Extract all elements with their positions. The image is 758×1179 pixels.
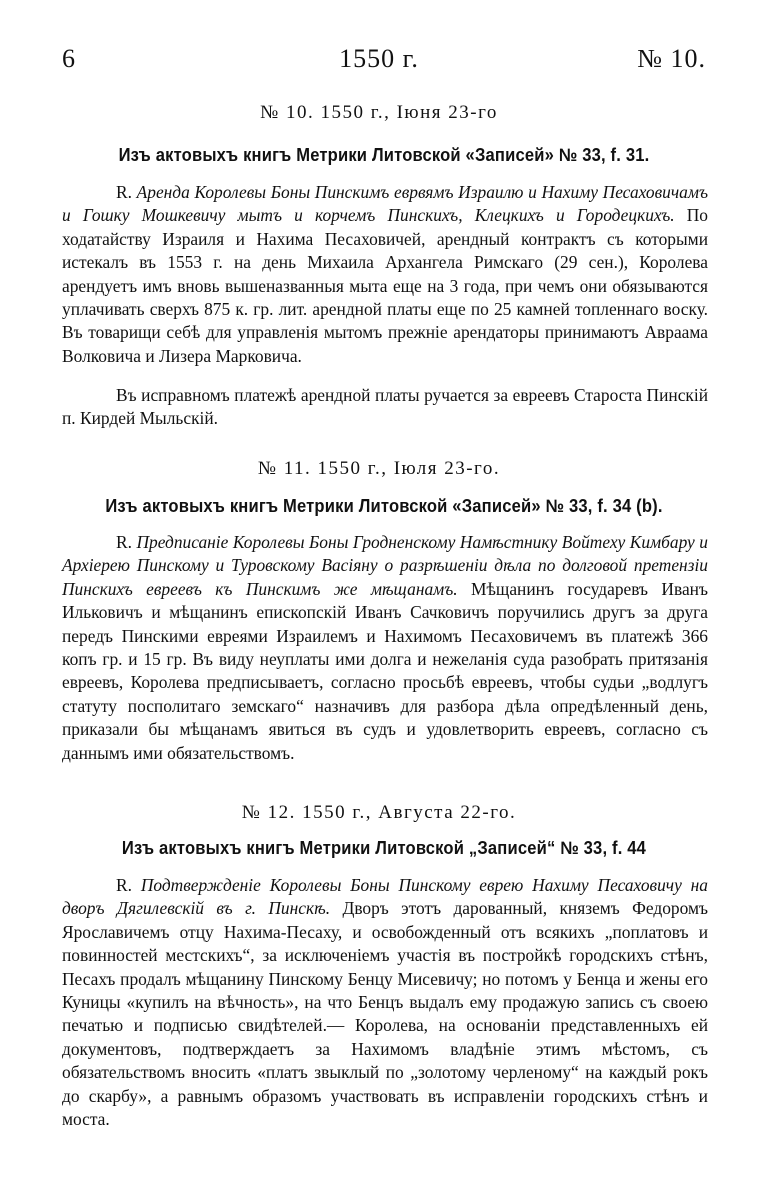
doc-11-paragraph-1 xyxy=(62,531,708,765)
running-head xyxy=(0,44,758,80)
doc-source-12: Изъ актовыхъ книгъ Метрики Литовской „Записей“ № 33, f. 44 xyxy=(121,838,647,858)
doc-10-summary: Аренда Королевы Боны Пинскимъ еврвямъ Израилю и Нахиму Песаховичамъ и Гошку Мошкевичу мытъ и корчемъ Пинскихъ, Клецкихъ и Городецкихъ. xyxy=(62,182,708,226)
regest-mark: R. xyxy=(116,182,132,202)
regest-mark: R. xyxy=(116,532,132,552)
running-head-doc-number: № 10. xyxy=(637,44,706,73)
doc-12-summary: Подтвержденіе Королевы Боны Пинскому еврею Нахиму Песаховичу на дворъ Дягилевскій въ г. Пинскѣ. xyxy=(62,875,708,919)
running-head-year: 1550 г. xyxy=(339,44,419,73)
doc-10-body-2: Въ исправномъ платежѣ арендной платы ручается за евреевъ Староста Пинскій п. Кирдей Мыльскій. xyxy=(62,385,708,429)
doc-11-summary: Предписаніе Королевы Боны Гродненскому Намѣстнику Войтеху Кимбару и Архіерею Пинскому и Туровскому Васіяну о разрѣшеніи дѣла по долговой претензіи Пинскихъ евреевъ къ Пинскимъ же мѣщанамъ. xyxy=(62,532,708,599)
doc-12-paragraph-1 xyxy=(62,874,708,1131)
doc-10-paragraph-1 xyxy=(62,181,708,368)
doc-10-paragraph-2 xyxy=(62,384,708,431)
doc-source-10: Изъ актовыхъ книгъ Метрики Литовской «Записей» № 33, f. 31. xyxy=(118,145,650,165)
doc-11-body: Мѣщанинъ государевъ Иванъ Ильковичъ и мѣщанинъ епископскій Иванъ Сачковичъ поручились другъ за друга передъ Пинскими евреями Израилемъ и Нахимомъ Песаховичемъ въ платежѣ 366 копъ гр. и 15 гр. Въ виду неуплаты ими долга и нежеланія суда разобрать притязанія евреевъ, Королева предписываетъ, согласно просьбѣ евреевъ, чтобы судьи „водлугъ статуту посполитаго земскаго“ назначивъ для разбора дѣла опредѣленный день, приказали бы мѣщанамъ явиться въ судъ и удовлетворить евреевъ, согласно съ даннымъ ими обязательствомъ. xyxy=(62,578,708,763)
regest-mark: R. xyxy=(116,875,132,895)
doc-10-body: По ходатайству Израиля и Нахима Песаховичей, арендный контрактъ съ которыми истекалъ въ 1553 г. на день Михаила Архангела Римскаго (29 сен.), Королева арендуетъ имъ вновь вышеназванныя мыта еще на 3 года, при чемъ они обязываются уплачивать сверхъ 875 к. гр. лит. арендной платы еще по 25 камней топленнаго воску. Въ товарищи себѣ для управленія мытомъ прежніе арендаторы принимаютъ Авраама Волковича и Лизера Марковича. xyxy=(62,205,708,366)
doc-heading-11: № 11. 1550 г., Іюля 23-го. xyxy=(257,458,501,479)
doc-12-body: Дворъ этотъ дарованный, княземъ Федоромъ Ярославичемъ отцу Нахима-Песаху, и освобожденный отъ всякихъ „поплатовъ и повинностей местскихъ“, за исключеніемъ участія въ постройкѣ городскихъ стѣнъ, Песахъ продалъ мѣщанину Пинскому Бенцу Мисевичу; но потомъ у Бенца и жены его Куницы «купилъ на вѣчность», на что Бенцъ выдалъ ему продажую запись съ своею печатью и подписью свидѣтелей.— Королева, на основаніи представленныхъ ей документовъ, подтверждаетъ за Нахимомъ владѣніе этимъ мѣстомъ, съ обязательствомъ вносить «платъ звыклый по „золотому черленому“ на каждый рокъ до скарбу», а равнымъ образомъ участвовать въ исправленіи городскихъ стѣнъ и моста. xyxy=(62,898,708,1130)
doc-source-11: Изъ актовыхъ книгъ Метрики Литовской «Записей» № 33, f. 34 (b). xyxy=(105,496,663,516)
doc-heading-12: № 12. 1550 г., Августа 22-го. xyxy=(241,802,517,823)
doc-heading-10: № 10. 1550 г., Іюня 23-го xyxy=(260,102,498,123)
page-number: 6 xyxy=(62,44,76,73)
